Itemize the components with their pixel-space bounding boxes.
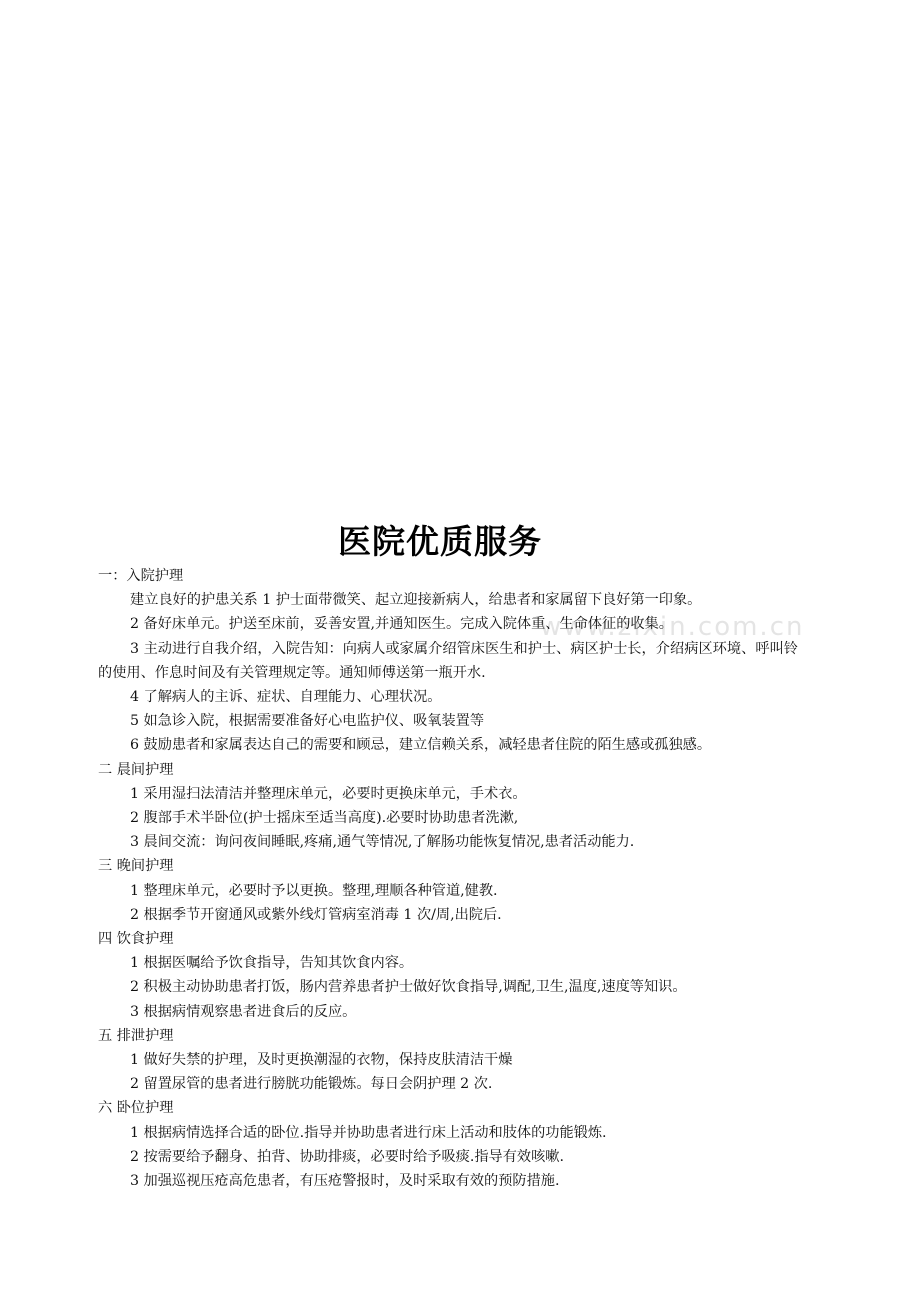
list-item: 3 晨间交流：询问夜间睡眠,疼痛,通气等情况,了解肠功能恢复情况,患者活动能力. bbox=[130, 834, 635, 851]
watermark: www.zixin.com.cn bbox=[540, 612, 805, 642]
list-item: 6 鼓励患者和家属表达自己的需要和顾忌，建立信赖关系，减轻患者住院的陌生感或孤独感。 bbox=[130, 737, 712, 754]
list-item: 1 整理床单元，必要时予以更换。整理,理顺各种管道,健教. bbox=[130, 882, 498, 899]
list-item: 1 采用湿扫法清洁并整理床单元，必要时更换床单元，手术衣。 bbox=[130, 785, 527, 802]
list-item: 1 根据医嘱给予饮食指导，告知其饮食内容。 bbox=[130, 955, 414, 972]
section-heading: 五 排泄护理 bbox=[98, 1027, 174, 1044]
list-item: 建立良好的护患关系 1 护士面带微笑、起立迎接新病人，给患者和家属留下良好第一印象。 bbox=[130, 592, 702, 609]
list-item: 2 腹部手术半卧位(护士摇床至适当高度).必要时协助患者洗漱, bbox=[130, 810, 519, 827]
list-item: 2 根据季节开窗通风或紫外线灯管病室消毒 1 次/周,出院后. bbox=[130, 906, 502, 923]
list-item: 2 积极主动协助患者打饭，肠内营养患者护士做好饮食指导,调配,卫生,温度,速度等知识。 bbox=[130, 979, 687, 996]
document-body bbox=[98, 564, 798, 1193]
list-item: 1 根据病情选择合适的卧位.指导并协助患者进行床上活动和肢体的功能锻炼. bbox=[130, 1124, 607, 1141]
list-item: 4 了解病人的主诉、症状、自理能力、心理状况。 bbox=[130, 689, 442, 706]
section-heading: 二 晨间护理 bbox=[98, 761, 174, 778]
list-item: 1 做好失禁的护理，及时更换潮湿的衣物，保持皮肤清洁干燥 bbox=[130, 1052, 513, 1069]
list-item: 3 加强巡视压疮高危患者，有压疮警报时，及时采取有效的预防措施. bbox=[130, 1173, 560, 1190]
section-heading: 四 饮食护理 bbox=[98, 931, 174, 948]
section-heading: 三 晚间护理 bbox=[98, 858, 174, 875]
list-item: 2 备好床单元。护送至床前，妥善安置,并通知医生。完成入院体重、生命体征的收集。 bbox=[130, 616, 673, 633]
list-item: 3 根据病情观察患者进食后的反应。 bbox=[130, 1003, 357, 1020]
document-title: 医院优质服务 bbox=[338, 522, 542, 561]
list-item: 5 如急诊入院，根据需要准备好心电监护仪、吸氧装置等 bbox=[130, 713, 485, 730]
list-item: 2 留置尿管的患者进行膀胱功能锻炼。每日会阴护理 2 次. bbox=[130, 1076, 493, 1093]
section-heading: 一：入院护理 bbox=[98, 568, 184, 584]
list-item: 2 按需要给予翻身、拍背、协助排痰，必要时给予吸痰.指导有效咳嗽. bbox=[130, 1148, 564, 1165]
section-heading: 六 卧位护理 bbox=[98, 1100, 174, 1117]
list-item: 3 主动进行自我介绍，入院告知：向病人或家属介绍管床医生和护士、病区护士长，介绍病区环境、呼叫铃的使用、作息时间及有关管理规定等。通知师傅送第一瓶开水. bbox=[98, 640, 798, 681]
